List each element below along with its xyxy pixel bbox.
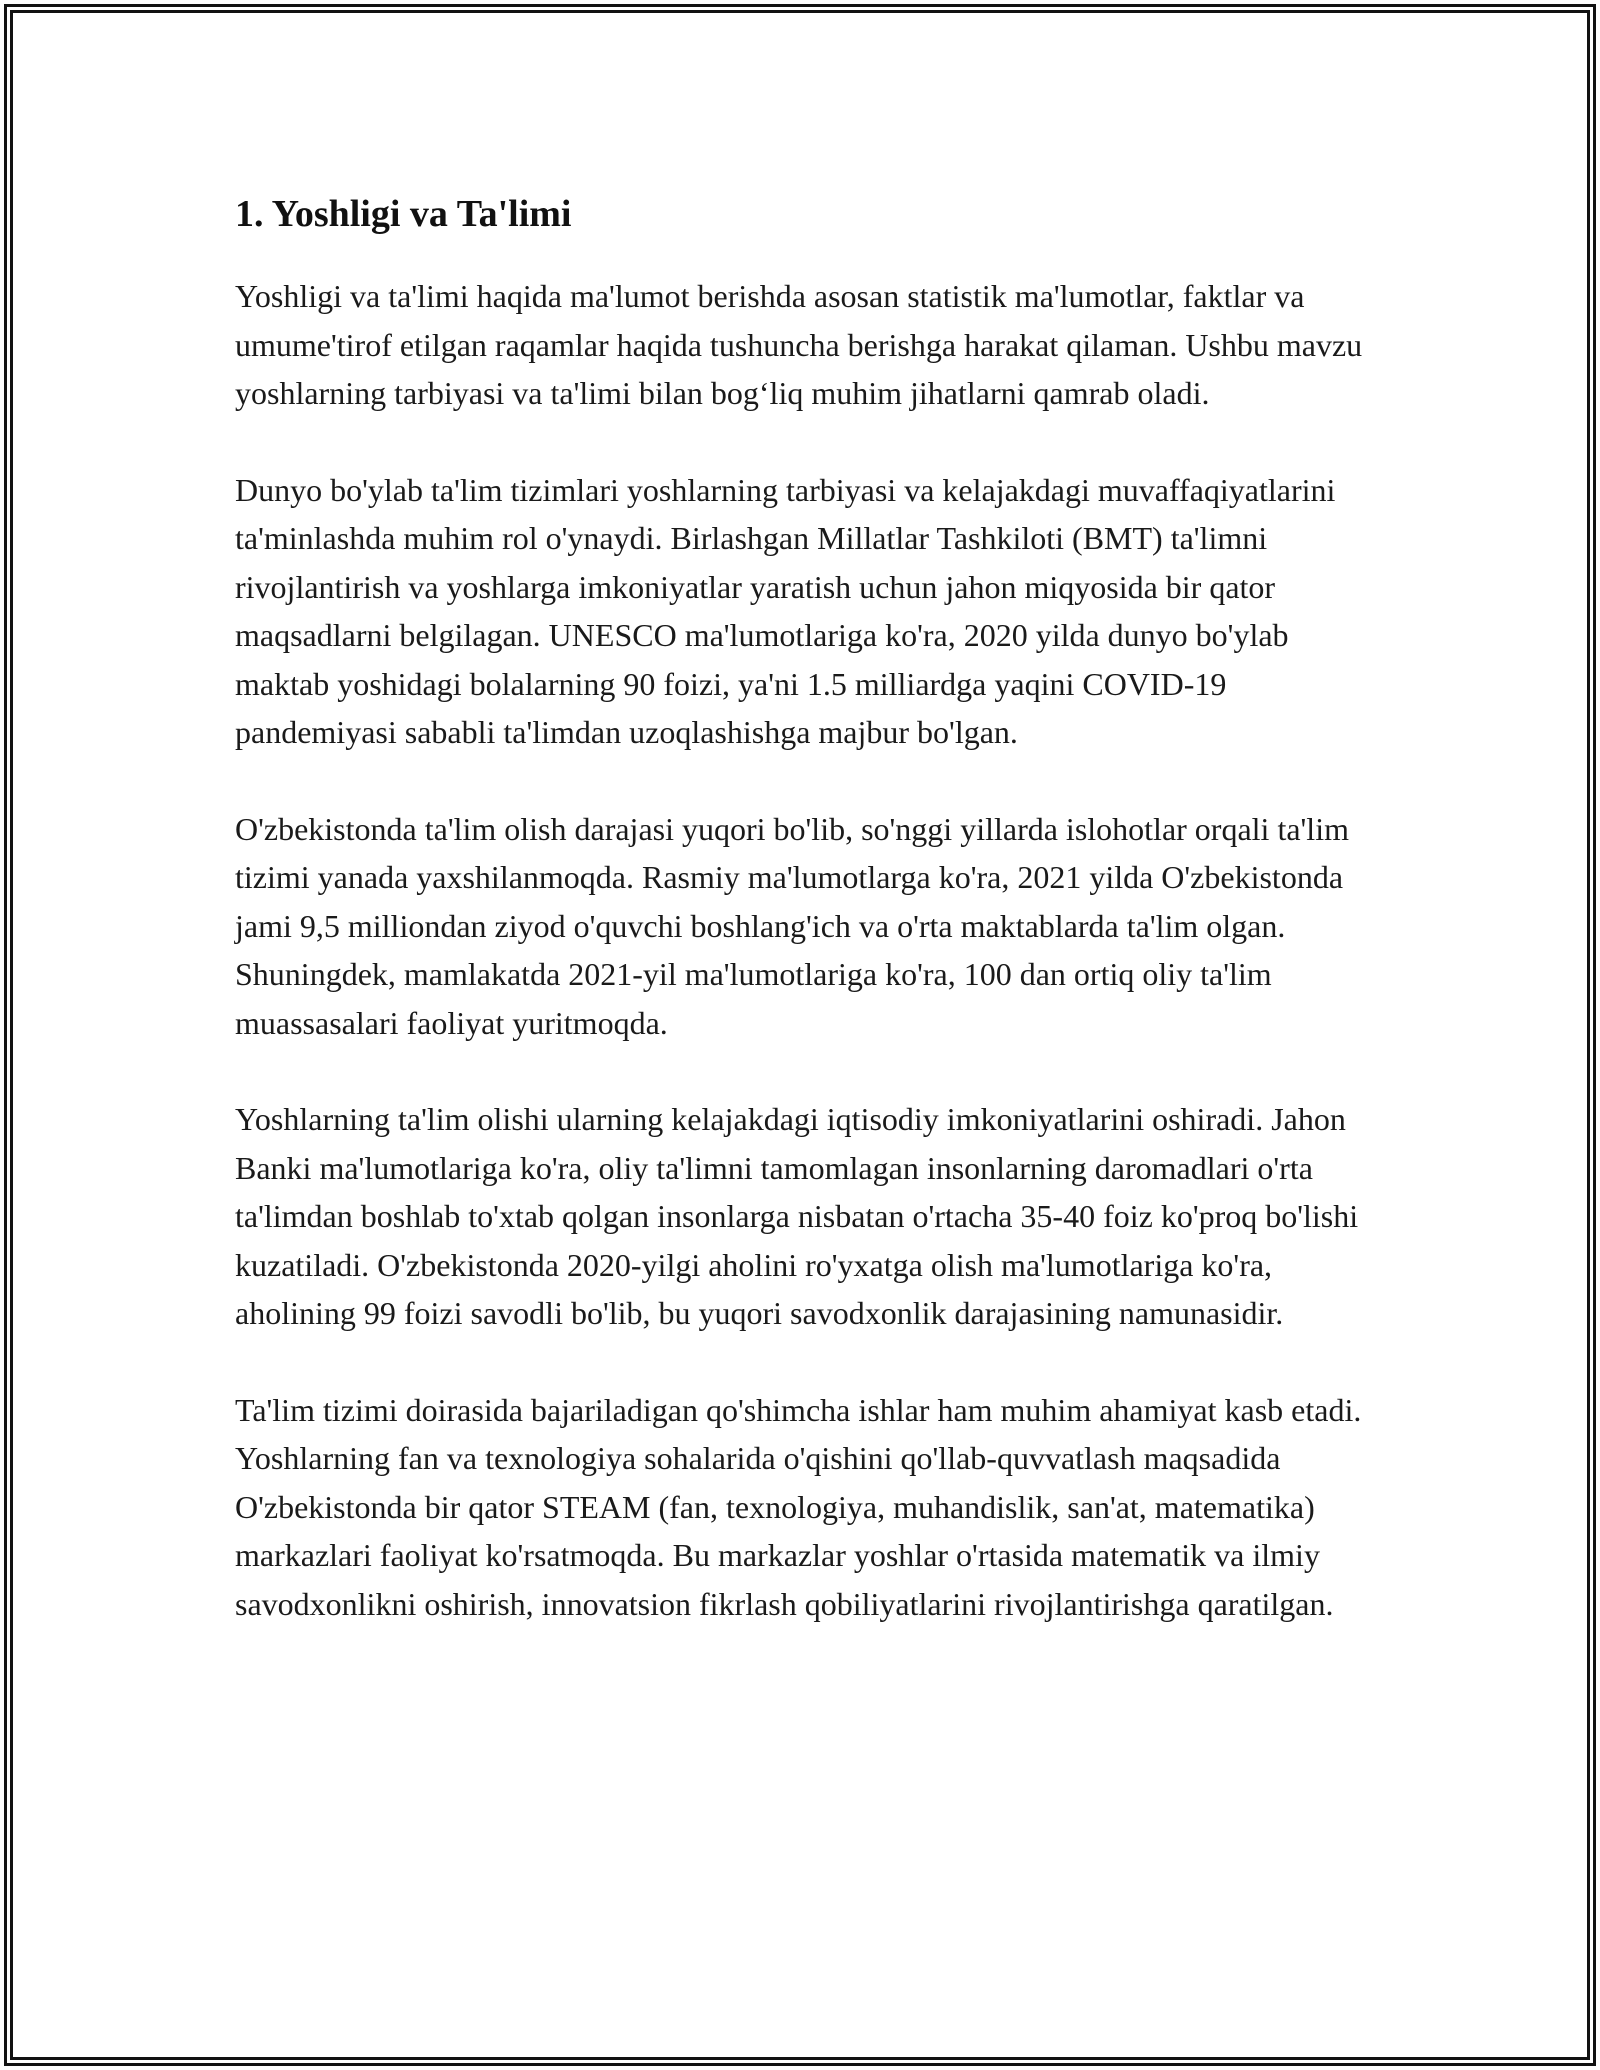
paragraph-intro: Yoshligi va ta'limi haqida ma'lumot berishda asosan statistik ma'lumotlar, faktlar va umume'tirof etilgan raqamlar haqida tushuncha berishga harakat qilaman. Ushbu mavzu yoshlarning tarbiyasi va ta'limi bilan bog‘liq muhim jihatlarni qamrab oladi. [235, 278, 1363, 411]
paragraph-world-education: Dunyo bo'ylab ta'lim tizimlari yoshlarning tarbiyasi va kelajakdagi muvaffaqiyatlarini ta'minlashda muhim rol o'ynaydi. Birlashgan Millatlar Tashkiloti (BMT) ta'limni rivojlantirish va yoshlarga imkoniyatlar yaratish uchun jahon miqyosida bir qator maqsadlarni belgilagan. UNESCO ma'lumotlariga ko'ra, 2020 yilda dunyo bo'ylab maktab yoshidagi bolalarning 90 foizi, ya'ni 1.5 milliardga yaqini COVID-19 pandemiyasi sababli ta'limdan uzoqlashishga majbur bo'lgan. [235, 471, 1336, 750]
document-body [235, 186, 1370, 1676]
paragraph-economic-opportunities: Yoshlarning ta'lim olishi ularning kelajakdagi iqtisodiy imkoniyatlarini oshiradi. Jahon Banki ma'lumotlariga ko'ra, oliy ta'limni tamomlagan insonlarning daromadlari o'rta ta'limdan boshlab to'xtab qolgan insonlarga nisbatan o'rtacha 35-40 foiz ko'proq bo'lishi kuzatiladi. O'zbekistonda 2020-yilgi aholini ro'yxatga olish ma'lumotlariga ko'ra, aholining 99 foizi savodli bo'lib, bu yuqori savodxonlik darajasining namunasidir. [235, 1101, 1359, 1331]
paragraph-steam-centers: Ta'lim tizimi doirasida bajariladigan qo'shimcha ishlar ham muhim ahamiyat kasb etadi. Yoshlarning fan va texnologiya sohalarida o'qishini qo'llab-quvvatlash maqsadida O'zbekistonda bir qator STEAM (fan, texnologiya, muhandislik, san'at, matematika) markazlari faoliyat ko'rsatmoqda. Bu markazlar yoshlar o'rtasida matematik va ilmiy savodxonlikni oshirish, innovatsion fikrlash qobiliyatlarini rivojlantirishga qaratilgan. [235, 1391, 1362, 1622]
section-heading: 1. Yoshligi va Ta'limi [235, 193, 572, 235]
paragraph-uzbekistan-education: O'zbekistonda ta'lim olish darajasi yuqori bo'lib, so'nggi yillarda islohotlar orqali ta'lim tizimi yanada yaxshilanmoqda. Rasmiy ma'lumotlarga ko'ra, 2021 yilda O'zbekistonda jami 9,5 milliondan ziyod o'quvchi boshlang'ich va o'rta maktablarda ta'lim olgan. Shuningdek, mamlakatda 2021-yil ma'lumotlariga ko'ra, 100 dan ortiq oliy ta'lim muassasalari faoliyat yuritmoqda. [235, 810, 1349, 1041]
